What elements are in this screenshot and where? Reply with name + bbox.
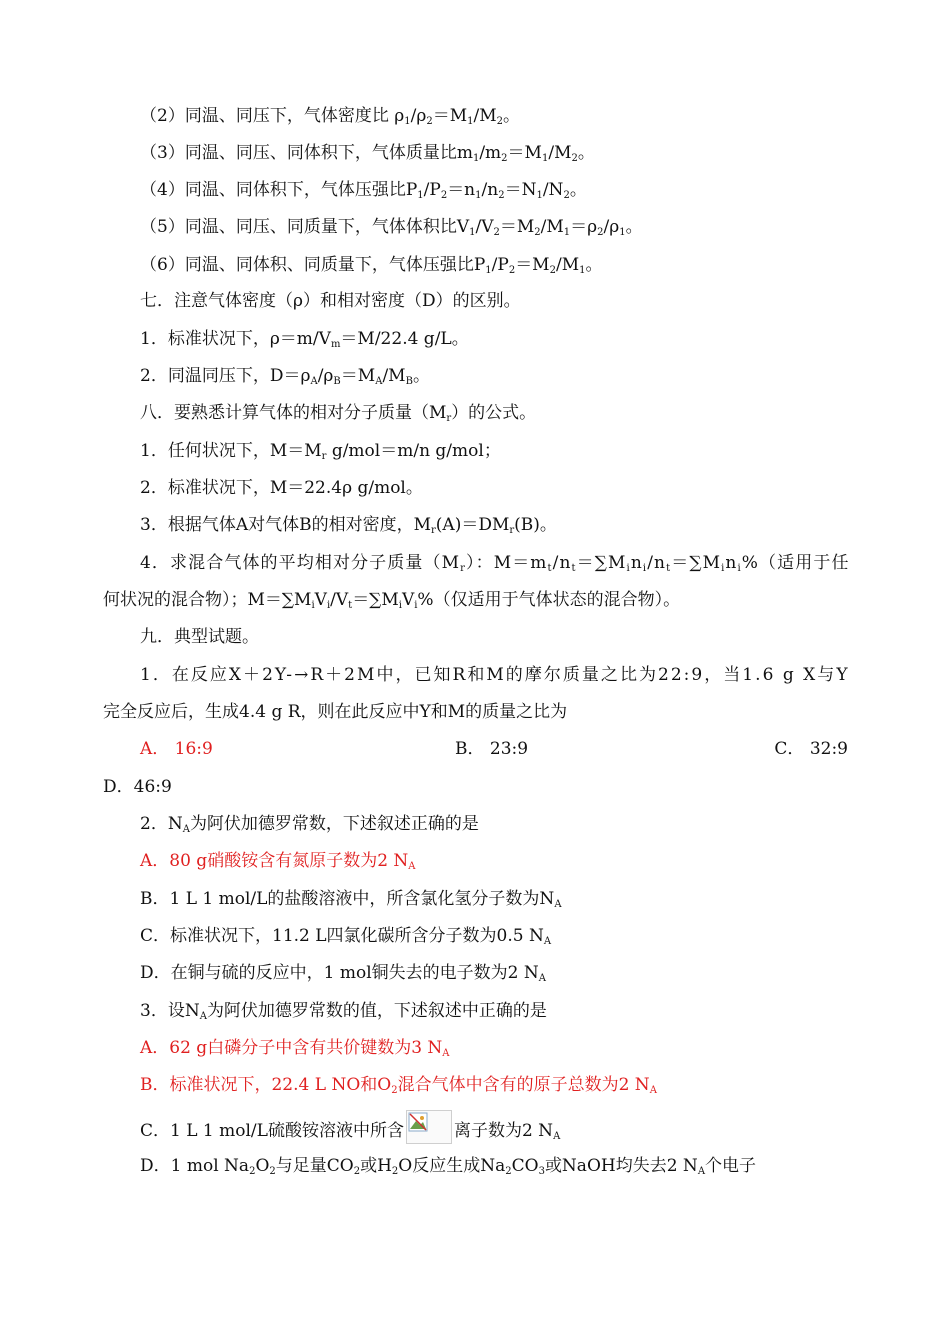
- text-run: 3．设N: [140, 1001, 200, 1021]
- subscript: 1: [404, 116, 411, 127]
- text-run: ＝∑M: [352, 590, 399, 610]
- text-run: /n: [552, 553, 572, 573]
- text-run: （4）同温、同体积下，气体压强比P: [140, 180, 418, 200]
- text-run: 或NaOH均失去2 N: [544, 1156, 698, 1176]
- text-run: /N: [542, 180, 564, 200]
- text-run: 七．注意气体密度（ρ）和相对密度（D）的区别。: [140, 291, 521, 311]
- text-line-5: [140, 253, 603, 277]
- text-run: A．80 g硝酸铵含有氮原子数为2 N: [140, 851, 409, 871]
- question-2-option-d: [140, 961, 546, 985]
- text-run: /M: [473, 106, 497, 126]
- text-run: ）的公式。: [451, 403, 537, 423]
- subscript: r: [431, 525, 436, 536]
- question-1-option-a: A． 16:9: [140, 739, 213, 759]
- subscript: m: [330, 339, 341, 350]
- subscript: 1: [541, 153, 549, 164]
- question-2-option-b: [140, 887, 562, 911]
- subscript: 2: [571, 153, 578, 164]
- text-run: B．1 L 1 mol/L的盐酸溶液中，所含氯化氢分子数为N: [140, 889, 555, 909]
- question-3-option-d: [140, 1154, 756, 1178]
- text-run: 何状况的混合物）；M＝∑M: [103, 590, 312, 610]
- subscript: 2: [440, 190, 448, 201]
- question-1-option-b: B． 23:9: [455, 739, 529, 759]
- text-run: /ρ: [410, 106, 427, 126]
- text-line-10: [140, 439, 501, 463]
- subscript: 3: [538, 1166, 545, 1177]
- subscript: B: [405, 376, 413, 387]
- subscript: i: [311, 600, 315, 611]
- question-1-stem: [140, 663, 850, 687]
- text-run: ＝∑M: [576, 553, 627, 573]
- subscript: r: [460, 563, 466, 574]
- text-run: O: [255, 1156, 270, 1176]
- text-run: 个电子: [705, 1156, 757, 1176]
- text-run: %（仅适用于气体状态的混合物）。: [417, 590, 681, 610]
- subscript: 2: [505, 1166, 512, 1177]
- text-run: /n: [647, 553, 667, 573]
- text-run: /M: [555, 255, 580, 275]
- subscript: i: [737, 563, 742, 574]
- subscript: 2: [498, 190, 505, 201]
- subscript: 1: [619, 227, 626, 238]
- text-run: 1．在反应X＋2Y-→R＋2M中，已知R和M的摩尔质量之比为22:9，当1.6 g X与Y: [140, 665, 850, 685]
- subscript: i: [626, 563, 631, 574]
- text-line-7: [140, 327, 469, 351]
- question-1-option-c: C． 32:9: [774, 739, 848, 759]
- subscript: 1: [563, 227, 571, 238]
- text-run: /V: [330, 590, 349, 610]
- text-line-3: [140, 178, 587, 202]
- question-2-option-a: [140, 849, 416, 873]
- text-run: 为阿伏加德罗常数的值，下述叙述中正确的是: [206, 1001, 547, 1021]
- subscript: 1: [472, 153, 480, 164]
- text-line-1: [140, 104, 520, 128]
- text-run: ＝M: [340, 366, 376, 386]
- text-run: D．在铜与硫的反应中，1 mol铜失去的电子数为2 N: [140, 963, 539, 983]
- subscript: t: [547, 563, 553, 574]
- subscript: A: [408, 861, 416, 872]
- text-run: 。: [412, 366, 430, 386]
- section-heading-7: [140, 289, 521, 313]
- text-run: ＝M: [432, 106, 468, 126]
- broken-image-icon: [406, 1110, 452, 1144]
- subscript: i: [721, 563, 726, 574]
- subscript: 1: [579, 265, 586, 276]
- subscript: A: [310, 376, 318, 387]
- subscript: 2: [534, 227, 541, 238]
- subscript: 2: [426, 116, 433, 127]
- subscript: 1: [467, 116, 474, 127]
- subscript: 1: [417, 190, 424, 201]
- question-3-stem: [140, 999, 547, 1023]
- text-run: 4．求混合气体的平均相对分子质量（M: [140, 553, 461, 573]
- text-run: 混合气体中含有的原子总数为2 N: [397, 1075, 650, 1095]
- subscript: i: [326, 600, 331, 611]
- subscript: 2: [493, 227, 500, 238]
- text-run: B．标准状况下，22.4 L NO和O: [140, 1075, 392, 1095]
- text-run: （3）同温、同压、同体积下，气体质量比m: [140, 143, 473, 163]
- subscript: A: [554, 899, 562, 910]
- text-run: 2．N: [140, 814, 183, 834]
- subscript: r: [321, 451, 327, 462]
- subscript: 2: [508, 265, 516, 276]
- subscript: 2: [353, 1166, 361, 1177]
- subscript: 1: [536, 190, 543, 201]
- section-heading-8: [140, 401, 536, 425]
- text-run: /M: [382, 366, 406, 386]
- text-run: (A)＝DM: [435, 515, 510, 535]
- text-run: 3．根据气体A对气体B的相对密度，M: [140, 515, 431, 535]
- text-run: 为阿伏加德罗常数，下述叙述正确的是: [189, 814, 479, 834]
- text-run: /n: [481, 180, 499, 200]
- text-run: A．62 g白磷分子中含有共价键数为3 N: [140, 1038, 443, 1058]
- subscript: 2: [391, 1166, 399, 1177]
- subscript: 1: [469, 227, 476, 238]
- question-3-option-a: [140, 1036, 450, 1060]
- subscript: t: [571, 563, 577, 574]
- text-run: ＝M: [507, 143, 542, 163]
- subscript: A: [199, 1011, 207, 1022]
- text-run: C．标准状况下，11.2 L四氯化碳所含分子数为0.5 N: [140, 926, 544, 946]
- text-run: ＝∑M: [671, 553, 722, 573]
- text-run: CO: [511, 1156, 539, 1176]
- text-line-14: [103, 588, 680, 612]
- subscript: 2: [597, 227, 604, 238]
- text-run: 八．要熟悉计算气体的相对分子质量（M: [140, 403, 447, 423]
- text-run: /ρ: [317, 366, 334, 386]
- text-run: V: [314, 590, 327, 610]
- subscript: A: [442, 1048, 450, 1059]
- text-line-13: [140, 551, 850, 575]
- text-run: 完全反应后，生成4.4 g R，则在此反应中Y和M的质量之比为: [103, 702, 568, 722]
- subscript: B: [333, 376, 341, 387]
- text-run: （2）同温、同压下，气体密度比 ρ: [140, 106, 405, 126]
- subscript: A: [697, 1166, 706, 1177]
- text-run: C．1 L 1 mol/L硫酸铵溶液中所含: [140, 1121, 404, 1141]
- question-3-option-c: [140, 1110, 560, 1144]
- subscript: r: [509, 525, 515, 536]
- text-run: 九．典型试题。: [140, 627, 259, 647]
- text-run: ）：M＝m: [465, 553, 548, 573]
- subscript: 2: [269, 1166, 276, 1177]
- subscript: t: [666, 563, 672, 574]
- text-run: 。: [569, 180, 587, 200]
- subscript: A: [538, 973, 546, 984]
- text-run: 1．任何状况下，M＝M: [140, 441, 322, 461]
- text-run: g/mol＝m/n g/mol；: [326, 441, 501, 461]
- subscript: i: [642, 563, 648, 574]
- subscript: 2: [563, 190, 570, 201]
- subscript: A: [182, 824, 190, 835]
- text-run: O反应生成Na: [398, 1156, 506, 1176]
- subscript: A: [553, 1131, 561, 1142]
- subscript: 1: [475, 190, 482, 201]
- text-line-4: [140, 215, 643, 239]
- section-heading-9: [140, 625, 259, 649]
- text-run: /M: [548, 143, 572, 163]
- text-line-11: [140, 476, 423, 500]
- text-line-2: [140, 141, 595, 165]
- text-run: /P: [491, 255, 509, 275]
- text-run: /ρ: [603, 217, 620, 237]
- text-run: D．46:9: [103, 777, 172, 797]
- text-run: /V: [475, 217, 494, 237]
- text-run: (B)。: [514, 515, 557, 535]
- subscript: i: [398, 600, 402, 611]
- text-run: ＝M: [499, 217, 535, 237]
- text-run: ＝M/22.4 g/L。: [340, 329, 469, 349]
- subscript: 2: [549, 265, 556, 276]
- text-run: 或H: [360, 1156, 392, 1176]
- text-run: /m: [479, 143, 502, 163]
- text-run: 2．同温同压下，D＝ρ: [140, 366, 311, 386]
- text-line-8: [140, 364, 430, 388]
- text-run: （5）同温、同压、同质量下，气体体积比V: [140, 217, 470, 237]
- question-1-option-d: [103, 775, 172, 799]
- subscript: 2: [501, 153, 508, 164]
- text-run: %（适用于任: [741, 553, 850, 573]
- subscript: t: [348, 600, 353, 611]
- subscript: r: [446, 413, 452, 424]
- text-run: 1．标准状况下，ρ＝m/V: [140, 329, 331, 349]
- text-run: n: [630, 553, 643, 573]
- text-run: /P: [423, 180, 441, 200]
- text-run: ＝ρ: [570, 217, 598, 237]
- question-2-stem: [140, 812, 479, 836]
- question-1-stem-cont: [103, 700, 567, 724]
- subscript: A: [375, 376, 383, 387]
- text-run: （6）同温、同体积、同质量下，气体压强比P: [140, 255, 486, 275]
- subscript: 2: [391, 1085, 398, 1096]
- text-run: 与足量CO: [275, 1156, 354, 1176]
- text-run: ＝N: [504, 180, 537, 200]
- text-line-12: [140, 513, 557, 537]
- text-run: V: [401, 590, 415, 610]
- subscript: 2: [249, 1166, 256, 1177]
- question-2-option-c: [140, 924, 551, 948]
- text-run: 。: [577, 143, 595, 163]
- text-run: /M: [540, 217, 564, 237]
- text-run: 离子数为2 N: [453, 1121, 554, 1141]
- text-run: 。: [585, 255, 603, 275]
- subscript: 1: [485, 265, 492, 276]
- subscript: A: [543, 936, 552, 947]
- question-3-option-b: [140, 1073, 657, 1097]
- subscript: A: [649, 1085, 657, 1096]
- text-run: D．1 mol Na: [140, 1156, 250, 1176]
- text-run: 。: [625, 217, 643, 237]
- text-run: n: [725, 553, 738, 573]
- text-run: 。: [503, 106, 521, 126]
- text-run: ＝n: [447, 180, 476, 200]
- text-run: ＝M: [515, 255, 550, 275]
- text-run: 2．标准状况下，M＝22.4ρ g/mol。: [140, 478, 423, 498]
- subscript: i: [414, 600, 418, 611]
- subscript: 2: [496, 116, 504, 127]
